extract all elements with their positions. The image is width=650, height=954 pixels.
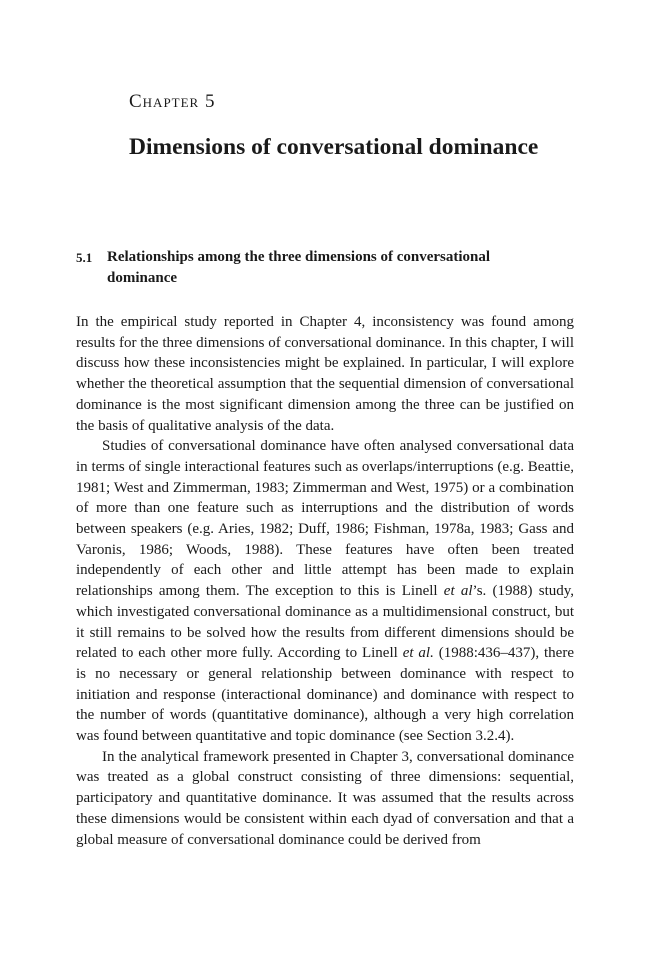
section-heading (76, 247, 516, 289)
section-number: 5.1 (76, 250, 93, 265)
chapter-title: Dimensions of conversational dominance (129, 134, 539, 160)
section-title: Relationships among the three dimensions of conversational dominance (107, 249, 491, 286)
paragraph: In the analytical framework presented in Chapter 3, conversational dominance was treated as a global construct consisting of three dimensions: sequential, participatory and quantitative dominance. It was assumed that the results across these dimensions would be consistent within each dyad of conversation and that a global measure of conversational dominance could be derived from (76, 748, 574, 848)
paragraph: In the empirical study reported in Chapter 4, inconsistency was found among results for the three dimensions of conversational dominance. In this chapter, I will discuss how these inconsistencies might be explained. In particular, I will explore whether the theoretical assumption that the sequential dimension of conversational dominance is the most significant dimension among the three can be justified on the basis of qualitative analysis of the data. (76, 314, 574, 434)
body-text (76, 312, 574, 850)
chapter-label: Chapter 5 (129, 91, 216, 112)
paragraph: Studies of conversational dominance have often analysed conversational data in terms of single interactional features such as overlaps/interruptions (e.g. Beattie, 1981; West and Zimmerman, 1983; Zimmerman and West, 1975) or a combination of more than one feature such as interruptions and the distribution of words between speakers (e.g. Aries, 1982; Duff, 1986; Fishman, 1978a, 1983; Gass and Varonis, 1986; Woods, 1988). These features have often been treated independently of each other and little attempt has been made to explain relationships among them. The exception to this is Linell et al’s. (1988) study, which investigated conversational dominance as a multidimensional construct, but it still remains to be solved how the results from different dimensions should be related to each other more fully. According to Linell et al. (1988:436–437), there is no necessary or general relationship between dominance with respect to initiation and response (interactional dominance) and dominance with respect to the number of words (quantitative dominance), although a very high correlation was found between quantitative and topic dominance (see Section 3.2.4). (76, 438, 575, 745)
